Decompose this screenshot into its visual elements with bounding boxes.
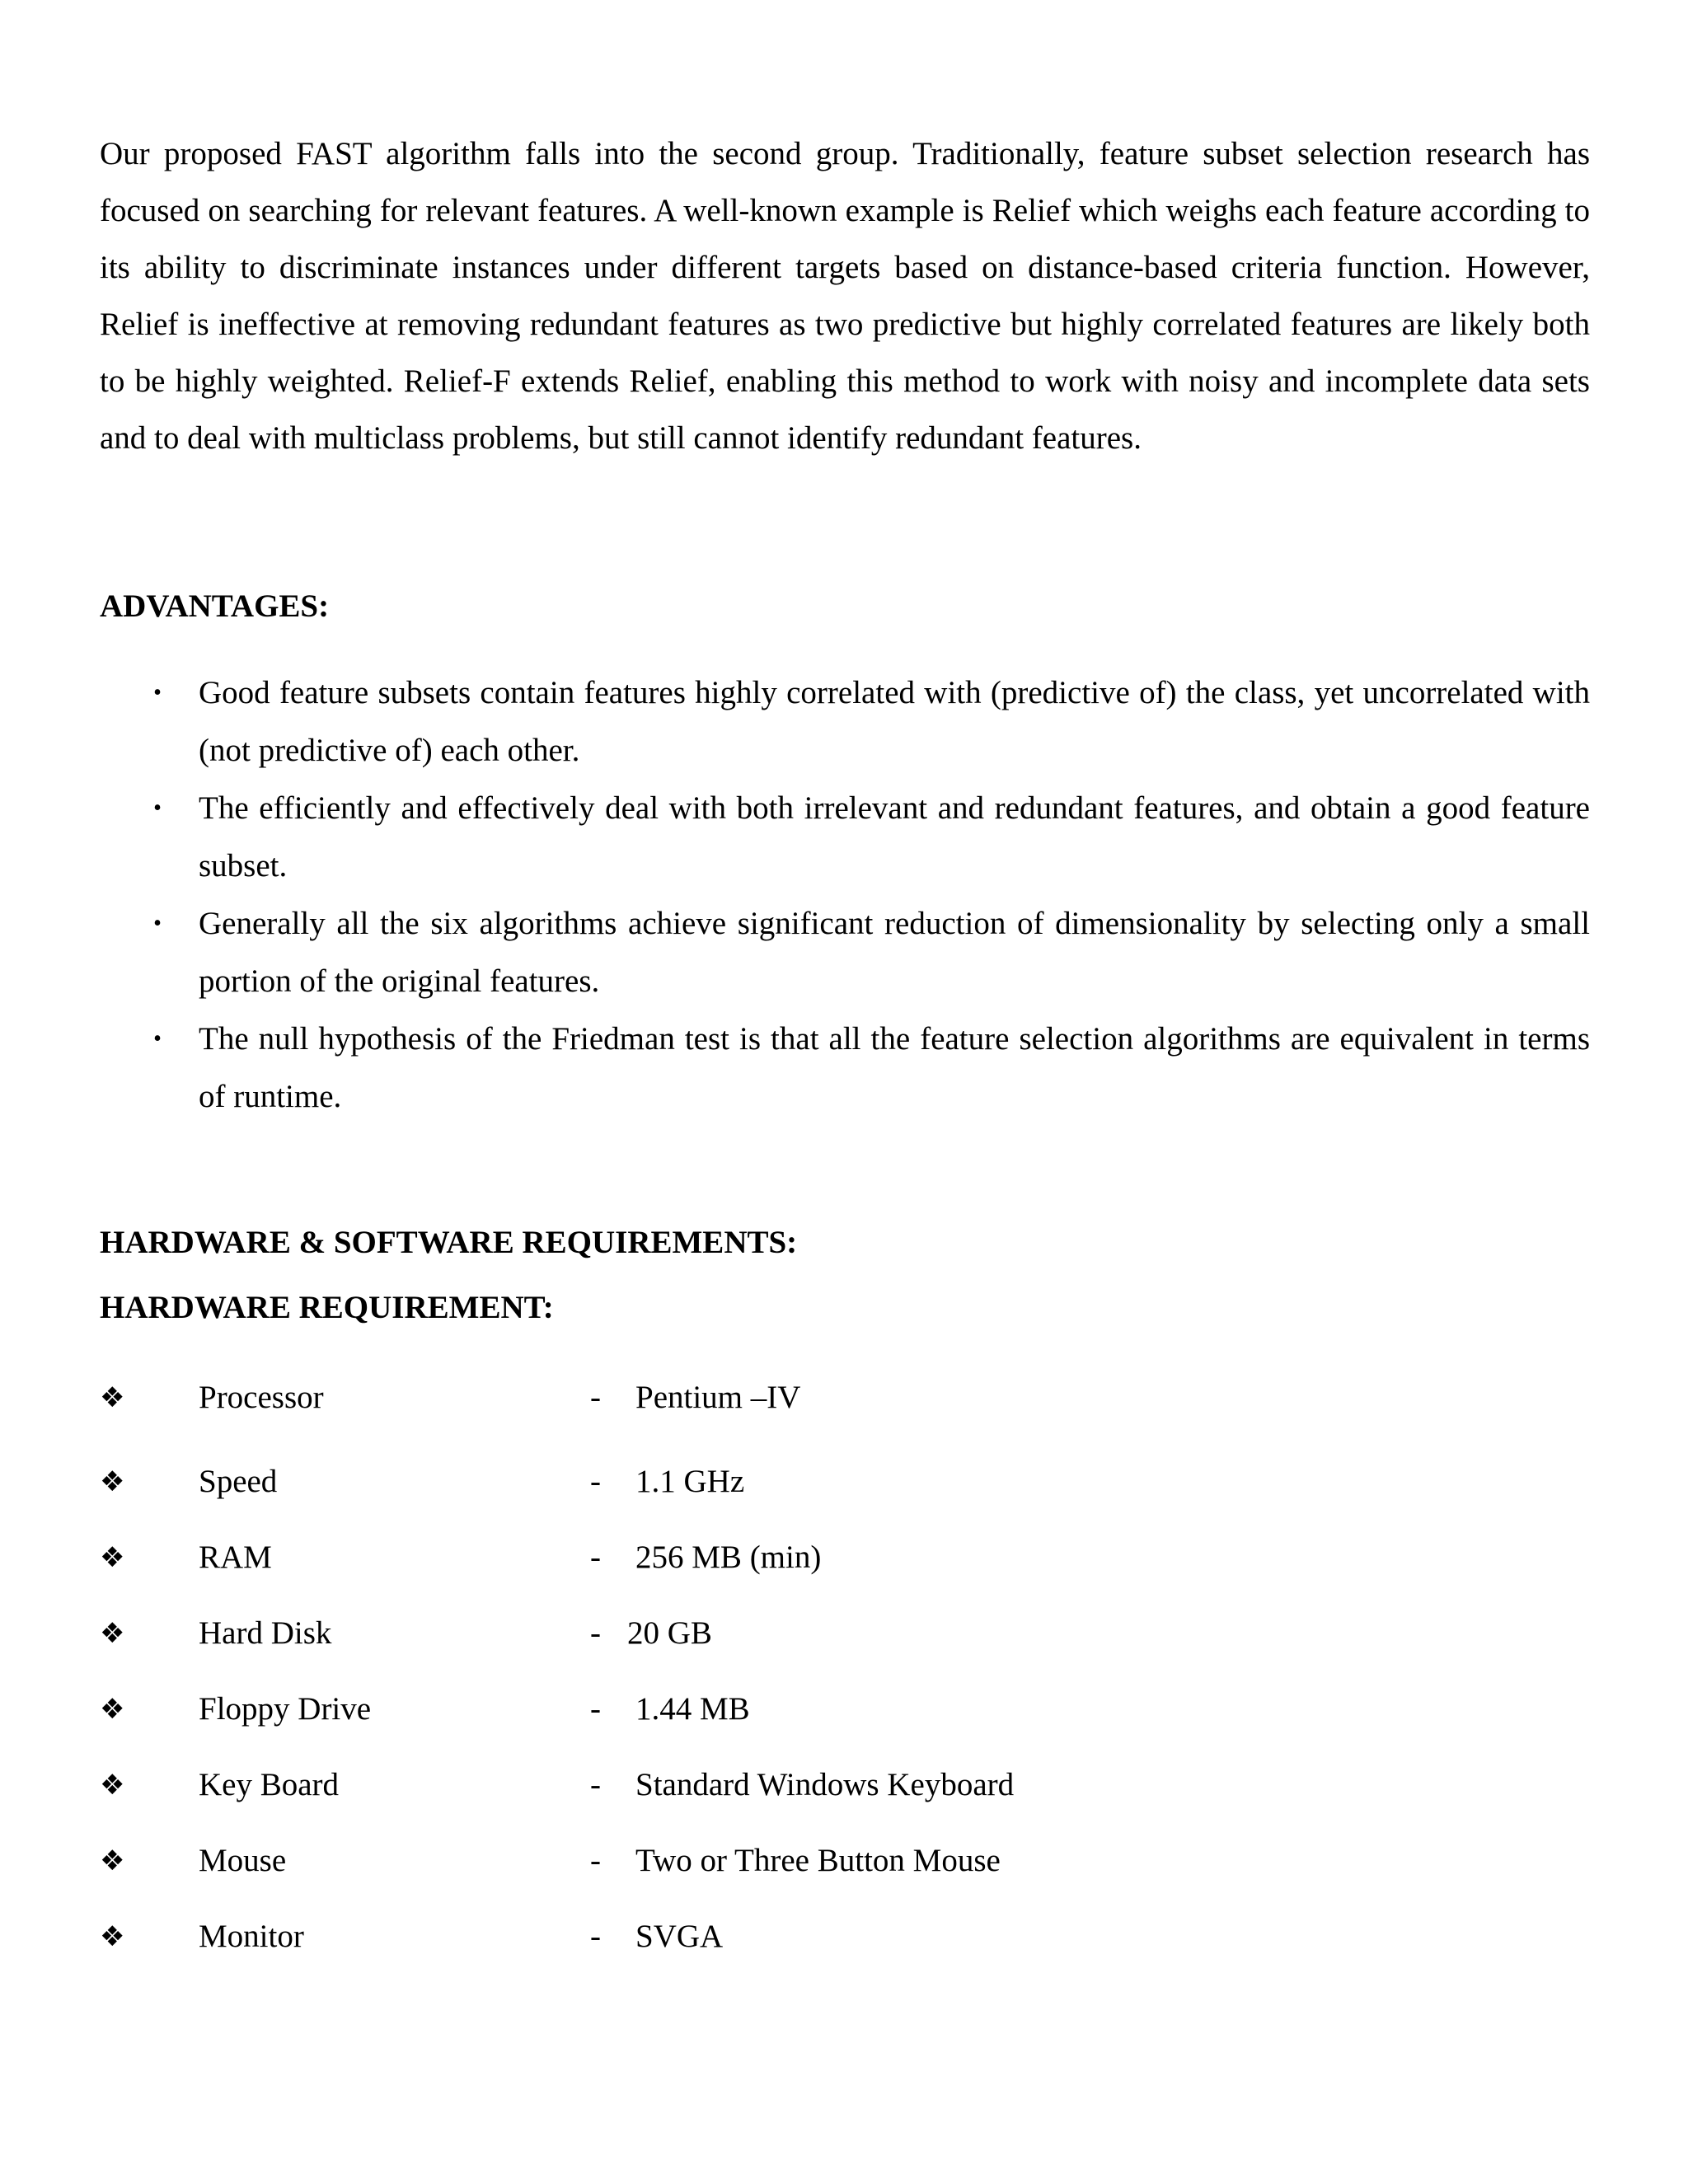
hardware-value: SVGA (635, 1919, 724, 1954)
hardware-row-monitor (100, 1912, 1590, 1961)
diamond-bullet-icon: ❖ (100, 1617, 125, 1650)
hardware-label: Processor (199, 1380, 324, 1415)
diamond-bullet-icon: ❖ (100, 1920, 125, 1953)
hardware-value: 1.44 MB (635, 1691, 750, 1727)
advantage-text: Generally all the six algorithms achieve significant reduction of dimensionality by selecting only a small portion of the original features. (199, 906, 1590, 999)
bullet-icon: • (153, 1026, 162, 1052)
hardware-separator: - (590, 1843, 601, 1878)
hardware-value: 256 MB (min) (635, 1540, 822, 1575)
hardware-separator: - (590, 1767, 601, 1802)
bullet-icon: • (153, 680, 162, 705)
hardware-heading: HARDWARE REQUIREMENT: (100, 1290, 554, 1325)
hardware-row-ram (100, 1533, 1590, 1582)
hardware-value: Pentium –IV (635, 1380, 801, 1415)
diamond-bullet-icon: ❖ (100, 1541, 125, 1574)
advantage-item (100, 895, 1590, 1010)
hardware-label: Speed (199, 1464, 278, 1499)
advantage-text: The efficiently and effectively deal with both irrelevant and redundant features, and obtain a good feature subset. (199, 790, 1590, 883)
advantage-text: The null hypothesis of the Friedman test is that all the feature selection algorithms are equivalent in terms of runtime. (199, 1021, 1590, 1114)
hardware-label: RAM (199, 1540, 272, 1575)
diamond-bullet-icon: ❖ (100, 1844, 125, 1877)
advantages-heading: ADVANTAGES: (100, 588, 330, 624)
advantage-item (100, 1010, 1590, 1126)
hardware-label: Mouse (199, 1843, 287, 1878)
hardware-row-keyboard (100, 1760, 1590, 1810)
diamond-bullet-icon: ❖ (100, 1693, 125, 1726)
requirements-heading: HARDWARE & SOFTWARE REQUIREMENTS: (100, 1225, 798, 1260)
hardware-label: Hard Disk (199, 1615, 332, 1651)
advantage-item (100, 664, 1590, 780)
hardware-separator: - (590, 1464, 601, 1499)
bullet-icon: • (153, 911, 162, 936)
hardware-label: Monitor (199, 1919, 304, 1954)
hardware-separator: - (590, 1380, 601, 1415)
hardware-row-processor (100, 1373, 1590, 1422)
hardware-label: Key Board (199, 1767, 340, 1802)
advantages-list (100, 664, 1590, 1126)
hardware-separator: - (590, 1919, 601, 1954)
hardware-row-mouse (100, 1836, 1590, 1886)
diamond-bullet-icon: ❖ (100, 1465, 125, 1498)
diamond-bullet-icon: ❖ (100, 1381, 125, 1414)
hardware-value: 1.1 GHz (635, 1464, 745, 1499)
hardware-row-hard-disk (100, 1609, 1590, 1658)
hardware-value: Two or Three Button Mouse (635, 1843, 1001, 1878)
hardware-label: Floppy Drive (199, 1691, 372, 1727)
bullet-icon: • (153, 795, 162, 821)
hardware-value: 20 GB (627, 1615, 712, 1651)
advantage-item (100, 780, 1590, 895)
hardware-separator: - (590, 1615, 601, 1651)
hardware-separator: - (590, 1691, 601, 1727)
hardware-row-speed (100, 1457, 1590, 1507)
advantage-text: Good feature subsets contain features highly correlated with (predictive of) the class, yet uncorrelated with (not predictive of) each other. (199, 675, 1590, 768)
hardware-row-floppy-drive (100, 1685, 1590, 1734)
diamond-bullet-icon: ❖ (100, 1769, 125, 1802)
intro-paragraph: Our proposed FAST algorithm falls into the second group. Traditionally, feature subset selection research has focused on searching for relevant features. A well-known example is Relief which weighs each feature according to its ability to discriminate instances under different targets based on distance-based criteria function. However, Relief is ineffective at removing redundant features as two predictive but highly correlated features are likely both to be highly weighted. Relief-F extends Relief, enabling this method to work with noisy and incomplete data sets and to deal with multiclass problems, but still cannot identify redundant features. (100, 136, 1590, 456)
hardware-value: Standard Windows Keyboard (635, 1767, 1015, 1802)
hardware-separator: - (590, 1540, 601, 1575)
